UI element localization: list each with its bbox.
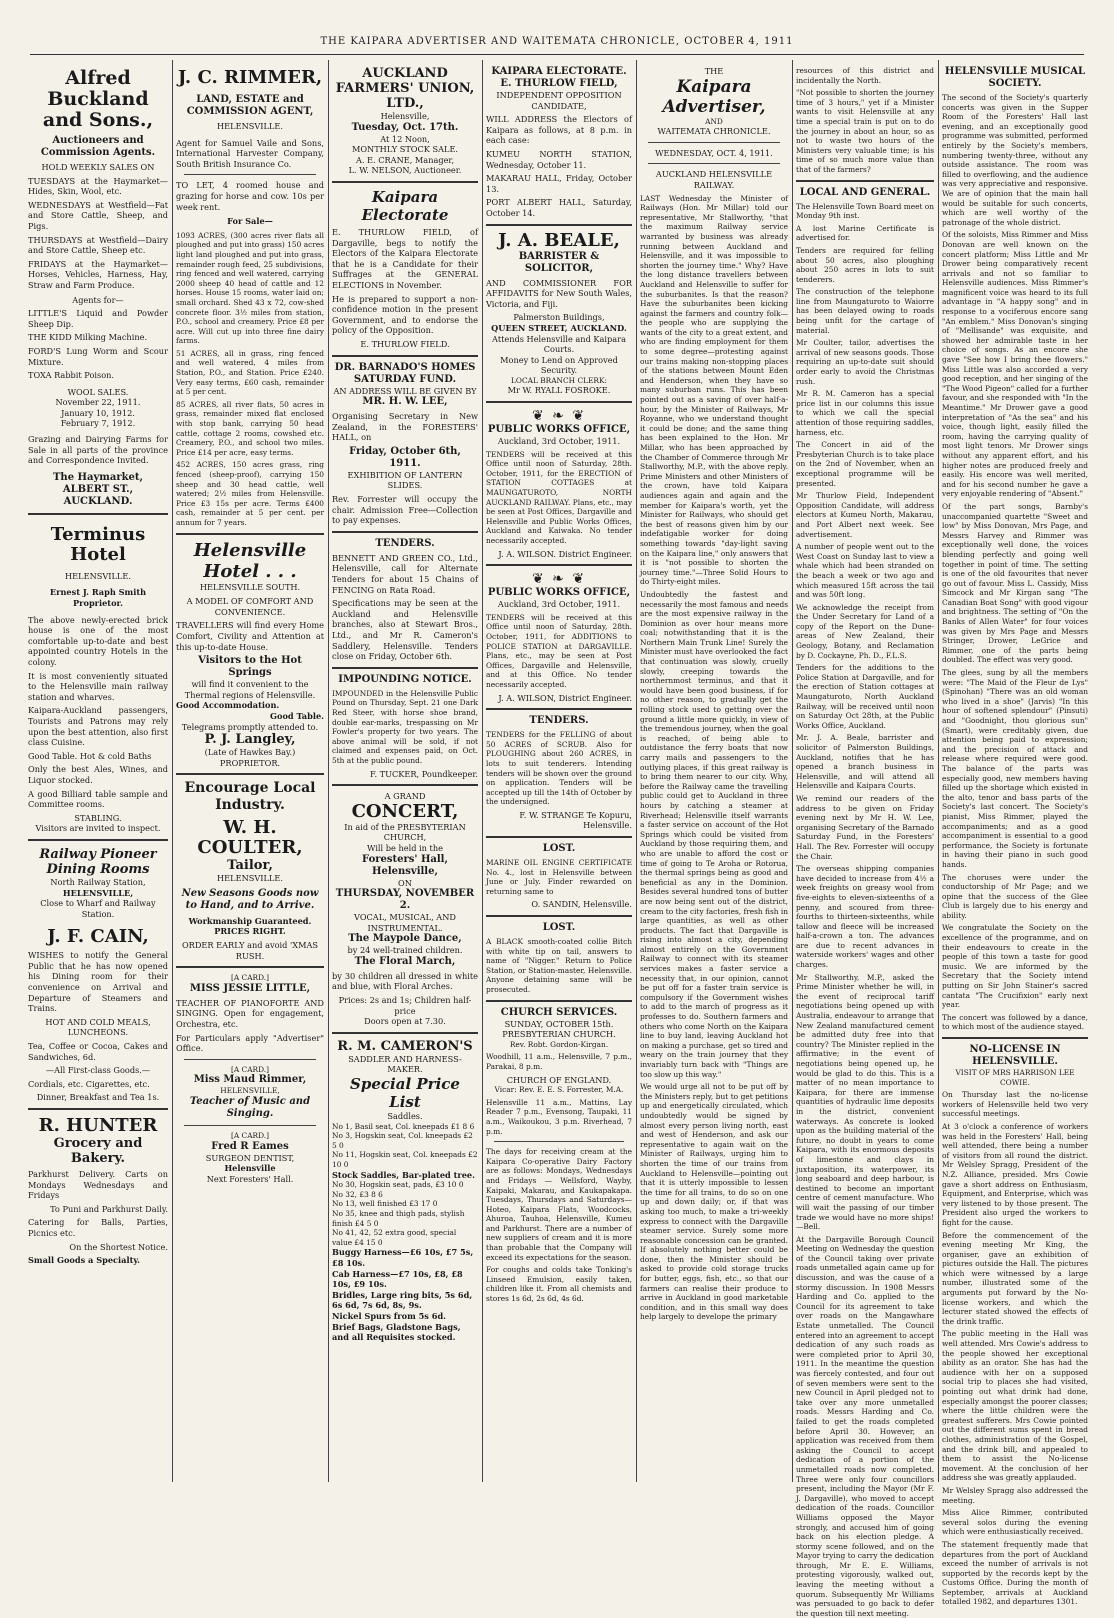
price-item: Bridles, Large ring bits, 5s 6d, 6s 6d, 7s 6d, 8s, 9s. (332, 1289, 473, 1311)
electorate-sign: E. THURLOW FIELD. (360, 338, 450, 349)
no-license-text: Before the commencement of the evening meeting Mr King, the organiser, gave an exhibition of pictures outside the Hall. The pictures which were witnessed by a large number, illustrated some of the arguments put forward by the No-license workers, and which the lecturer stated showed the effects of the drink traffic. (942, 1230, 1088, 1326)
grazing-notice: Grazing and Dairying Farms for Sale in all parts of the province and Correspondence Invited. (28, 434, 168, 466)
card-label: [A CARD.] (230, 1131, 270, 1140)
no-license-text: At 3 o'clock a conference of workers was held in the Foresters' Hall, being well attended, there being a number of visitors from all round the district. Mr Welsley Spragg, President of the N.Z. Alliance, presided. Mrs Cowie gave a short address on Enthusiasm, Equipment, and Enterprise, which was very listened to by those present. The President also urged the workers to fight for the cause. (942, 1121, 1088, 1227)
tenders-text: Specifications may be seen at the Auckland and Helensville branches, also at Stewart Bros., Ltd., and Mr R. Cameron's Saddlery, Helensville. Tenders close on Friday, October 6th. (332, 598, 478, 662)
buckland-wednesday: WEDNESDAYS at Westfield—Fat and Store Cattle, Sheep, and Pigs. (28, 199, 168, 231)
barnardo-text: Organising Secretary in New Zealand, in the FORESTERS' HALL, on (332, 411, 478, 443)
column-4 (486, 60, 632, 1482)
hotel-model: A MODEL OF COMFORT AND CONVENIENCE. (186, 596, 314, 617)
maud-title: Miss Maud Rimmer, (193, 1074, 307, 1086)
railway-close: Close to Wharf and Railway Station. (40, 898, 156, 919)
agent-item: TOXA Rabbit Poison. (28, 370, 115, 381)
lost2-title: LOST. (542, 922, 576, 934)
little-text: TEACHER OF PIANOFORTE AND SINGING. Open for engagement, Orchestra, etc. (176, 997, 324, 1030)
news-item: A number of people went out to the West Coast on Sunday last to view a whale which had been stranded on the beach a week or two ago and which measured 15ft across the tail and was 50ft long. (796, 542, 934, 600)
masthead-and: AND (705, 116, 723, 126)
afu-crane: A. E. CRANE, Manager, (355, 154, 455, 165)
afu-date: Tuesday, Oct. 17th. (351, 121, 459, 133)
editorial-text: LAST Wednesday the Minister of Railways (Hon. Mr Millar) told our representative, Mr Stallworthy, "that the maximum Railway service warranted by business was already running between Auckland and Helensville, and it was impossible to shorten the journey time." Why? Have the long distance travellers between Auckland and Helensville to suffer for the suburbanites. Is that the reason? Have the suburbanites been kicking against the farmers and country folk—the people who are supplying the wants of the city to a great extent, and who are finding employment for them to some degree—protesting against our trains making non-stopping places of the stations between Mount Eden and Henderson, when they have so many suburban runs. This has been pointed out as a saving of over half-a-hour, by the Minister of Railways, Mr Royanne, who we understand thought it could be done; and the same thing has been explained to the Hon. Mr Millar, who has been approached by the Chamber of Commerce through Mr Stallworthy, M.P., with the above reply. Prime Ministers and other Ministers of the crown, have told Kaipara audiences again and again and the member for Kaipara's worth, yet the Minister for Railways, who should get the best of reasons given him by our indefatigable worker for doing something towards "day-light saving on the Kaipara line," only answers that it is "not possible to shorten the journey time."—Three Solid Hours to do Thirty-eight miles. (640, 193, 788, 587)
sale-item: 85 ACRES, all river flats, 50 acres in grass, remainder mixed flat enclosed with stop bank, carrying 50 head cattle, cottage 2 rooms, cowshed etc. Creamery, P.O., and school two miles. Price £14 per acre, easy terms. (176, 399, 324, 457)
coat-of-arms-icon: ❦ ❧ ❦ (531, 408, 587, 425)
railway-place: HELENSVILLE, (62, 887, 134, 898)
maud-teacher: Teacher of Music and Singing. (189, 1096, 311, 1119)
electorate-text: E. THURLOW FIELD, of Dargaville, begs to notify the Electors of the Kaipara Electorate that he is a Candidate for their Suffrages at the GENERAL ELECTIONS in November. (332, 226, 478, 290)
editorial-text: We would urge all not to be put off by the Ministers reply, but to get petitions up and energetically circulated, which undoubtedly would be signed by almost every person living north, east and west of Henderson, and ask our representative to again wait on the Minister of Railways, urging him to shorten the time of our trains from Auckland to Helensville—pointing out that it is utterly impossible to lessen the time for all trains, to do so on one up and down daily; or, if that was asking too much, to make a tri-weekly express to connect with the Dargaville steamer service. Surely some more reasonable concession can be granted. If absolutely nothing better could be done, then the Minister should be asked to provide cold storage trucks for butter, eggs, fish, etc., so that our farmers can realise their produce to arrive in Auckland in good marketable condition, and in this small way does help largely to develope the primary (640, 1082, 788, 1322)
saddles-heading: Saddles. (387, 1111, 423, 1122)
ke2-meeting: KUMEU NORTH STATION, Wednesday, October 11. (486, 148, 632, 170)
maud-place: HELENSVILLE, (220, 1086, 280, 1096)
price-item: No 35, knee and thigh pads, stylish finish £4 5 0 (332, 1208, 465, 1228)
masthead-chronicle: WAITEMATA CHRONICLE. (657, 126, 771, 137)
langley-prop: PROPRIETOR. (219, 757, 281, 768)
beale-text: Attends Helensville and Kaipara Courts. (492, 333, 626, 355)
rimmer-place: HELENSVILLE. (217, 121, 283, 131)
society-text: We congratulate the Society on the excellence of the programme, and on their endeavours to create in the people of this town a taste for good music. We are informed by the Secretary that the Society intend putting on Sir John Stainer's sacred cantata "The Crucifixion" early next year. (942, 923, 1088, 1010)
editorial-text: Undoubtedly the fastest and necessarily the most famous and needs are the most expensive railway in the Dominion as over hour means more coal; notwithstanding that it is the Northern Main Trunk Line! Surely the Minister must have overlooked the fact that continuation was slowly, cruelly slowly, creeping towards the northernmost terminus, and that it would have been good business, if for no other reason, to gradually get the rolling stock used to getting over the ground a little more quickly, in view of the tremendous journey, when the goal is reached, of being able to outdistance the ferry boats that now carry mails and passengers to the outlying places, if this great railway is to bring them nearer to our city. Why, before the Railway came the travelling public could get to Auckland in three hours by catching a steamer at Riverhead; Helensville itself warrants a faster service on account of the Hot Springs which could be visited from Auckland by those requiring them, and who are unable to afford the cost or time of going to Te Aroha or Rotorua, the thermal springs being as good and beneficial as any in the Dominion. Besides several hundred tons of butter are now being sent out of the district, cream to the city factories, fresh fish in large quantities, as well as other products. The fact that Dargaville is rising into almost a city, depending almost entirely on the Government Railway to connect with its steamer services makes a faster service a necessity that, in our opinion, cannot be put off for a faster train service is compulsory if the Government wishes to add to the march of progress as it professes to do. Southern farmers and others who come North on the Kaipara line to buy land, leaving Auckland hot on making a purchase, get so tired and weary on the train journey that they invariably turn back with "Things are too slow up this way." (640, 589, 788, 1079)
albert-street: ALBERT ST., AUCKLAND. (62, 483, 134, 507)
ke2-meeting: MAKARAU HALL, Friday, October 13. (486, 173, 632, 194)
tenders-title: TENDERS. (375, 537, 435, 549)
presbyterian-times: Woodhill, 11 a.m., Helensville, 7 p.m., Parakai, 8 p.m. (486, 1052, 632, 1071)
concert-hall: Foresters' Hall, Helensville, (362, 853, 448, 877)
news-item: At the Dargaville Borough Council Meeting on Wednesday the question of the Council taking over private roads unmetalled again came up for discussion, and was the cause of a stormy discussion. In 1908 Messrs Harding and Co. applied to the Council for its agreement to take over roads on the Mangawhare Estate unmetalled. The Council entered into an agreement to accept dedication of any such roads as were completed prior to April 30, 1911. In the meantime the question was fiercely contested, and four out of seven members were sent to the new Council in April pledged not to take over any more unmetalled roads. Messrs Harding and Co. failed to get the roads completed before April 30. However, an application was received from them asking the Council to accept dedication of a portion of the unmetalled roads now completed. Three were only four councillors present, including the Mayor (Mr F. J. Dargaville), who moved to accept dedication of the roads. Councillor Williams opposed the Mayor strongly, and accused him of going back on his election pledge. A stormy scene followed, and on the Mayor trying to carry the dedication through, Mr E. E. Williams, protesting vigorously, walked out, leaving the meeting without a quorum. Subsequently Mr Williams was persuaded to go back to defer the question till next meeting. (796, 1234, 934, 1618)
stock-saddles: Stock Saddles, Bar-plated tree. (332, 1169, 475, 1180)
column-3 (332, 60, 478, 1482)
no-license-subtitle: VISIT OF MRS HARRISON LEE COWIE. (955, 1068, 1075, 1087)
impounding-title: IMPOUNDING NOTICE. (338, 673, 472, 685)
concert-maypole: The Maypole Dance, (348, 933, 462, 945)
cain-tea: Tea, Coffee or Cocoa, Cakes and Sandwiches, 6d. (28, 1041, 168, 1062)
tenders2-sign: F. W. STRANGE Te Kopuru, Helensville. (519, 809, 632, 831)
rimmer-subtitle: LAND, ESTATE and COMMISSION AGENT, (186, 94, 314, 117)
agents-for: Agents for— (72, 294, 124, 305)
concert-held: Will be held in the (367, 842, 443, 853)
pwo1-title: PUBLIC WORKS OFFICE, (487, 424, 631, 436)
pwo1-sign: J. A. WILSON. District Engineer. (498, 548, 632, 559)
eames-next: Next Foresters' Hall. (206, 1173, 294, 1184)
impounding-sign: F. TUCKER, Poundkeeper. (370, 768, 478, 779)
no-license-text: The statement frequently made that departures from the port of Auckland exceed the number of arrivals is not supported by the records kept by the Customs Office. During the month of September, arrivals at Auckland totalled 1982, and departures 1301. (942, 1539, 1088, 1607)
cameron-title: R. M. CAMERON'S (337, 1038, 473, 1054)
pwo2-date: Auckland, 3rd October, 1911. (497, 599, 621, 610)
concert-on: ON (398, 877, 412, 888)
society-text: The second of the Society's quarterly concerts was given in the Supper Room of the Foresters' Hall last evening, and an exceptionally good programme was submitted, performed entirely by the Society's members, numbering twenty-three, without any outside assistance. The room was filled to overflowing, and the audience was very appreciative and responsive. We are of opinion that the main hall would be suitable for such concerts, which are well worthy of the patronage of the whole district. (942, 93, 1088, 227)
hunter-text: On the Shortest Notice. (69, 1241, 168, 1252)
concert-date: THURSDAY, NOVEMBER 2. (335, 888, 475, 912)
column-divider (172, 60, 173, 1482)
terminus-text: It is most conveniently situated to the Helensville main railway station and wharves. (28, 670, 168, 702)
sale-item: 1093 ACRES, (300 acres river flats all ploughed and put into grass) 150 acres light land ploughed and put into grass, remainder rough feed, 25 subdivisions, ring fenced and well watered, carrying 2000 sheep 40 head of cattle and 12 horses. House 15 rooms, water laid on; small orchard. Shed 43 x 72, cow-shed concrete floor. 3½ miles from station, P.O., school and creamery. Price £8 per acre. Will cut up into three fine dairy farms. (176, 230, 324, 346)
hunter-subtitle: Grocery and Bakery. (53, 1136, 143, 1166)
afu-title: AUCKLAND FARMERS' UNION, LTD., (335, 66, 475, 111)
issue-date: WEDNESDAY, OCT. 4, 1911. (655, 147, 773, 158)
eames-surgeon: SURGEON DENTIST, (205, 1152, 295, 1163)
concert-floral-sub: by 30 children all dressed in white and blue, with Floral Arches. (332, 970, 478, 992)
news-item: Mr Coulter, tailor, advertises the arrival of new seasons goods. Those requiring an up-to-date suit should order early to avoid the Christmas rush. (796, 338, 934, 386)
presbyterian-rev: Rev. Robt. Gordon-Kirgan. (509, 1039, 609, 1049)
concert-prices: Prices: 2s and 1s; Children half-price (338, 995, 472, 1016)
terminus-text: A good Billiard table sample and Committee rooms. (28, 788, 168, 810)
cain-goods: —All First-class Goods.— (45, 1065, 151, 1076)
church-title: CHURCH SERVICES. (500, 1006, 618, 1018)
terminus-place: HELENSVILLE. (65, 570, 131, 581)
hotel-springs-sub: will find it convenient to the Thermal regions of Helensville. (184, 679, 316, 700)
hunter-text: Parkhurst Delivery. Carts on Mondays Wednesdays and Fridays (28, 1169, 168, 1201)
pwo2-sign: J. A. WILSON, District Engineer. (498, 692, 632, 703)
price-item: Brief Bags, Gladstone Bags, and all Requisites stocked. (332, 1321, 461, 1343)
masthead-the: THE (704, 66, 724, 76)
agent-item: FORD'S Lung Worm and Scour Mixture. (28, 345, 168, 367)
barnardo-text: EXHIBITION OF LANTERN SLIDES. (347, 469, 463, 491)
hotel-telegrams: Telegrams promptly attended to. (181, 721, 319, 732)
beale-subtitle: BARRISTER & SOLICITOR, (518, 250, 600, 274)
hunter-title: R. HUNTER (38, 1115, 158, 1136)
kaipara-electorate-title: Kaipara Electorate (361, 187, 449, 224)
tenders2-text: TENDERS for the FELLING of about 50 ACRES of SCRUB. Also for PLOUGHING about 260 ACRES, in lots to suit tenderers. Intending tenders will be shown over the ground on application. Tenders will be accepted up till the 14th of October by the undersigned. (486, 730, 632, 807)
price-item: No 41, 42, 52 extra good, special value £4 15 0 (332, 1228, 457, 1247)
impounding-text: IMPOUNDED in the Helensville Public Pound on Thursday, Sept. 21 one Dark Red Steer, with horse shoe brand, double ear-marks, trespassing on Mr Fowler's property for two years. The above animal will be sold, if not claimed and expenses paid, on Oct. 5th at the public pound. (332, 688, 478, 765)
terminus-hotel-title: Terminus Hotel (50, 523, 146, 565)
cain-meals: HOT AND COLD MEALS, LUNCHEONS. (45, 1016, 151, 1038)
local-general-title: LOCAL AND GENERAL. (799, 186, 931, 198)
dairy-notice: The days for receiving cream at the Kaipara Co-operative Dairy Factory are as follows: Mondays, Wednesdays and Fridays — Wellsford, Wayby, Kaipaki, Makarau, and Kaukapakapa. Tuesdays, Thursdays and Saturdays—Hoteo, Kaipara Flats, Woodcocks, Ahuroa, Tauhoa, Helensville, Kumeu and Parkhurst. There are a number of new suppliers of cream and it is more than probable that the Company will exceed its expectations for the season. (486, 1147, 632, 1262)
ke2-sub: INDEPENDENT OPPOSITION CANDIDATE, (496, 90, 622, 111)
ke2-text: WILL ADDRESS the Electors of Kaipara as follows, at 8 p.m. in each case: (486, 114, 632, 146)
column-divider (636, 60, 637, 1482)
terminus-text: Good Table. Hot & cold Baths (28, 750, 152, 761)
tenders2-title: TENDERS. (529, 715, 589, 727)
news-item: Tenders for the additions to the Police Station at Dargaville, and for the erection of Station cottages at Maungaturoto, North Auckland Railway, will be received until noon on Saturday Oct 28th, at the Public Works Office, Auckland. (796, 663, 934, 730)
price-item: No 32, £3 8 6 (332, 1189, 383, 1199)
beale-text: Money to Lend on Approved Security. (500, 354, 618, 376)
coulter-tailor: Tailor, (227, 858, 273, 874)
cain-dinner: Dinner, Breakfast and Tea 1s. (36, 1092, 160, 1103)
hunter-text: To Puni and Parkhurst Daily. (50, 1203, 168, 1214)
cain-title: J. F. CAIN, (47, 926, 149, 948)
hotel-springs: Visitors to the Hot Springs (198, 655, 302, 679)
concert-grand: A GRAND (384, 791, 426, 802)
no-license-text: The public meeting in the Hall was well attended. Mrs Cowie's address to the people showed her exceptional ability as an orator. She has had the audience with her on a supposed social trip to places she had visited, pointing out what drink had done, especially amongst the poorer classes; where the little children were the greatest sufferers. Mrs Cowie pointed out the different sums spent in bread clothes, administration of the Gospel, and the drink bill, and appealed to them to assist the No-license movement. At the conclusion of her address she was greatly applauded. (942, 1329, 1088, 1483)
pwo1-date: Auckland, 3rd October, 1911. (497, 436, 621, 447)
society-text: The concert was followed by a dance, to which most of the audience stayed. (942, 1012, 1088, 1032)
haymarket: The Haymarket, (52, 471, 143, 483)
hunter-text: Small Goods a Specialty. (28, 1255, 141, 1266)
ke2-meeting: PORT ALBERT HALL, Saturday, October 14. (486, 197, 632, 218)
hotel-table: Good Table. (270, 710, 324, 721)
news-item: Mr. J. A. Beale, barrister and solicitor of Palmerston Buildings, Auckland, notifies that he has opened a branch business in Helensville, and will attend all Helensville and Kaipara Courts. (796, 733, 934, 791)
society-text: The glees, sung by all the members were: "The Maid of the Fleur de Lys" (Spinohan) "There was an old woman who lived in a shoe" (Jarvis) "In this hour of softened splendour" (Pinsuti) and "Goodnight, thou glorious sun" (Smart), were creditably given, due attention being paid to expression; and the precision of attack and release where required were good. The balance of the parts was especially good, new members having filled up the shortage which existed in the alto, tenor and bass parts of the Society's last concert. The Society's pianist, Miss Rimmer, played the accompaniments; and as a good accompaniment is essential to a good performance, the Society is fortunate in having their piano in such good hands. (942, 668, 1088, 869)
news-item: The overseas shipping companies have decided to increase from 4½ a week freights on greasy wool from five-eights to eleven-sixteenths of a penny, and scoured from three-fourths to thirteen-sixteenths, while tallow and fleece will be increased half-a-crown a ton. The advances are due to recent advances in waterside workers' wages and other charges. (796, 864, 934, 970)
news-item: Mr Stallworthy, M.P., asked the Prime Minister whether he will, in the event of reciprocal tariff negotiations being opened up with Australia, endeavour to arrange that New Zealand manufactured cement be admitted duty free into that country? The Minister replied in the affirmative; in the event of negotiations being opened up, he would be glad to do this. This is a matter of no mean importance to Kaipara, for there are immense quantities of hydraulic lime deposits in the district, convenient waterways. As concrete is looked upon as the building material of the future, no doubt in years to come Kaipara, with its enormous deposits of limestone and clays in juxtaposition, its waterpower, its long seaboard and deep harbour, is destined to become an important centre of cement manufacture. Who will wait the passing of our timber trade we would have no more ships!—Bell. (796, 972, 934, 1232)
sale-item: 51 ACRES, all in grass, ring fenced and well watered, 4 miles from Station, P.O., and Station. Price £240. Very easy terms, £60 cash, remainder at 5 per cent. (176, 348, 324, 397)
langley-name: P. J. Langley, (204, 732, 296, 748)
coat-of-arms-icon: ❦ ❧ ❦ (531, 571, 587, 588)
buckland-friday: FRIDAYS at the Haymarket—Horses, Vehicles, Harness, Hay, Straw and Farm Produce. (28, 258, 168, 290)
news-item: The construction of the telephone line from Maungaturoto to Waiorre has been delayed owing to roads being unfit for the cartage of material. (796, 287, 934, 335)
hotel-place: HELENSVILLE SOUTH. (199, 581, 301, 592)
rimmer-agent: Agent for Samuel Vaile and Sons, International Harvester Company, South British Insurance Co. (176, 137, 324, 169)
beale-text: AND COMMISSIONER FOR AFFIDAVITS for New South Wales, Victoria, and Fiji. (486, 277, 632, 309)
hunter-text: Catering for Balls, Parties, Picnics etc. (28, 1217, 168, 1238)
lost1-title: LOST. (542, 843, 576, 855)
terminus-text: Kaipara-Auckland passengers, Tourists and Patrons may rely upon the best attention, also first class Cuisine. (28, 705, 168, 748)
eames-title: Fred R Eames (211, 1140, 289, 1152)
lost2-text: A BLACK smooth-coated collie Bitch with white tip on tail, answers to name of "Nigger." Return to Police Station, or Station-master, Helensville. Anyone detaining same will be prosecuted. (486, 937, 632, 994)
beale-text: Mr W. RYALL FOSROKE. (507, 385, 611, 396)
concert-floral: The Floral March, (354, 955, 456, 967)
coulter-workmanship: Workmanship Guaranteed. PRICES RIGHT. (188, 915, 312, 937)
ke2-title: KAIPARA ELECTORATE. (491, 66, 627, 77)
little-text: For Particulars apply "Advertiser" Office. (176, 1032, 324, 1054)
no-license-title: NO-LICENSE IN HELENSVILLE. (969, 1044, 1061, 1067)
pwo2-title: PUBLIC WORKS OFFICE, (487, 587, 631, 599)
news-item: The Concert in aid of the Presbyterian Church is to take place on the 2nd of November, when an exceptional programme will be presented. (796, 440, 934, 488)
pwo1-text: TENDERS will be received at this Office until noon of Saturday, 28th. October, 1911, for the ERECTION of STATION COTTAGES at MAUNGATUROTO, NORTH AUCKLAND RAILWAY. Plans, etc., may be seen at Post Offices, Dargaville and Helensville and Public Works Offices, Auckland and Kaiwaka. No tender necessarily accepted. (486, 449, 632, 545)
society-text: Of the soloists, Miss Rimmer and Miss Donovan are well known on the concert platform; Miss Little and Mr Drower being comparatively recent arrivals and not so familiar to Helensville audiences. Miss Rimmer's magnificent voice was heard to its full advantage in "A happy song" and in response to a vociferous encore sang "An emblem." Miss Donovan's singing of "Mellisande" was exquisite, and showed her admirable taste in her choice of songs. As an encore she gave "See how I bring thee flowers." Miss Little was also accorded a very good reception, and her singing of the "The Wood Pigeon" called for a further favour, and she responded with "In the Meantime." Mr Drower gave a good interpretation of "As the sea" and his voice, though light, easily filled the room, having the carrying quality of most light tenors. Mr Drower sings without any apparent effort, and his higher notes are produced freely and easily. His encore was well merited, and for his second number he gave a very enjoyable rendering of "Absent." (942, 230, 1088, 499)
beale-text: LOCAL BRANCH CLERK: (511, 375, 607, 385)
news-item: A lost Marine Certificate is advertised for. (796, 223, 934, 243)
news-item: Mr R. M. Cameron has a special price list in our columns this issue to which we call the special attention of those requiring saddles, harness, etc. (796, 389, 934, 437)
agent-item: LITTLE'S Liquid and Powder Sheep Dip. (28, 308, 168, 329)
wool-date: February 7, 1912. (60, 418, 136, 429)
column-7 (942, 60, 1088, 1607)
terminus-proprietor: Ernest J. Raph Smith Proprietor. (49, 587, 147, 609)
beale-text: Palmerston Buildings, (513, 312, 605, 323)
coe-title: CHURCH OF ENGLAND. (506, 1074, 612, 1085)
cameron-subtitle: SADDLER AND HARNESS-MAKER. (348, 1053, 462, 1075)
barnardo-text: AN ADDRESS WILL BE GIVEN BY (333, 385, 477, 396)
coulter-goods: New Seasons Goods now to Hand, and to Arrive. (181, 887, 319, 911)
column-1 (28, 60, 168, 1482)
hotel-accommodation: Good Accommodation. (176, 700, 280, 711)
editorial-text: resources of this district and incidentally the North. (796, 66, 934, 85)
tonking-notice: For coughs and colds take Tonking's Linseed Emulsion, easily taken, children like it. From all chemists and stores 1s 6d, 2s 6d, 4s 6d. (486, 1265, 632, 1304)
society-text: The choruses were under the conductorship of Mr Page; and we opine that the success of the Glee Club is largely due to his energy and ability. (942, 872, 1088, 920)
hotel-text: TRAVELLERS will find every Home Comfort, Civility and Attention at this up-to-date House. (176, 620, 324, 652)
no-license-text: Mr Welsley Spragg also addressed the meeting. (942, 1485, 1088, 1505)
barnardo-text: Rev. Forrester will occupy the chair. Admission Free—Collection to pay expenses. (332, 494, 478, 526)
buckland-weekly: HOLD WEEKLY SALES ON (41, 162, 155, 172)
pwo2-text: TENDERS will be received at this Office until noon of Saturday, 28th. October, 1911, for ADDITIONS to POLICE STATION at DARGAVILLE. Plans, etc., may be seen at Post Offices, Dargaville and Helensville, and at this Office. No tender necessarily accepted. (486, 612, 632, 689)
price-item: No 11, Hogskin seat, Col. kneepads £2 10 0 (332, 1150, 478, 1169)
price-item: No 3, Hogskin seat, Col. kneepads £2 5 0 (332, 1131, 473, 1150)
barnardo-title: DR. BARNADO'S HOMES SATURDAY FUND. (334, 361, 476, 385)
afu-stock: MONTHLY STOCK SALE. (351, 144, 459, 155)
musical-society-title: HELENSVILLE MUSICAL SOCIETY. (944, 66, 1086, 89)
eames-place: Helensville (224, 1163, 276, 1174)
concert-maypole-sub: by 24 well-trained children. (347, 945, 463, 956)
agent-item: THE KIDD Milking Machine. (28, 332, 148, 343)
price-item: No 30, Hogskin seat, pads, £3 10 0 (332, 1180, 464, 1190)
rimmer-title: J. C. RIMMER, (177, 67, 323, 88)
concert-aid: In aid of the PRESBYTERIAN CHURCH, (344, 821, 466, 843)
ke2-name: E. THURLOW FIELD, (500, 78, 618, 89)
tenders-text: BENNETT AND GREEN CO., Ltd., Helensville, call for Alternate Tenders for about 15 Chains of FENCING on Rata Road. (332, 552, 478, 595)
coe-rev: Vicar: Rev. E. E. S. Forrester, M.A. (494, 1085, 624, 1095)
electorate-text: He is prepared to support a non-confidence motion in the present Government, and to endorse the policy of the Opposition. (332, 293, 478, 336)
langley-sub: (Late of Hawkes Bay.) (204, 747, 296, 758)
encourage-local-industry: Encourage Local Industry. (184, 780, 316, 814)
buckland-tuesday: TUESDAYS at the Haymarket—Hides, Skin, Wool, etc. (28, 175, 168, 197)
presbyterian-title: PRESBYTERIAN CHURCH. (502, 1029, 616, 1040)
railway-station: North Railway Station, (50, 876, 146, 887)
afu-place: Helensville, (380, 111, 430, 121)
coulter-place: HELENSVILLE. (217, 873, 283, 884)
special-price-list: Special Price List (350, 1075, 460, 1112)
news-item: Mr Thurlow Field, Independent Opposition Candidate, will address electors at Kumeu North, Makarau, and Port Albert next week. See advertisement. (796, 491, 934, 539)
to-let: TO LET, 4 roomed house and grazing for horse and cow. 10s per week rent. (176, 180, 324, 212)
editorial-title: AUCKLAND HELENSVILLE RAILWAY. (655, 169, 773, 190)
column-5 (640, 60, 788, 1482)
price-item: Nickel Spurs from 5s 6d. (332, 1310, 447, 1321)
news-item: Tenders are required for felling about 50 acres, also ploughing about 250 acres in lots to suit tenderers. (796, 245, 934, 284)
price-item: No 1, Basil seat, Col. kneepads £1 8 6 (332, 1121, 475, 1131)
lost1-text: MARINE OIL ENGINE CERTIFICATE No. 4., lost in Helensville between June or July. Finder rewarded on returning same to (486, 858, 632, 896)
news-item: We acknowledge the receipt from the Under Secretary for Land of a copy of the Report on the Dune-areas of New Zealand, their Geology, Botany, and Reclamation by D. Cockayne, Ph. D., F.L.S. (796, 602, 934, 660)
for-sale: For Sale— (227, 216, 273, 227)
buckland-thursday: THURSDAYS at Westfield—Dairy and Store Cattle, Sheep etc. (28, 234, 168, 256)
terminus-text: Only the best Ales, Wines, and Liquor stocked. (28, 764, 168, 785)
beale-text: QUEEN STREET, AUCKLAND. (491, 322, 627, 333)
little-title: MISS JESSIE LITTLE, (189, 982, 311, 994)
afu-nelson: L. W. NELSON, Auctioneer. (348, 165, 462, 176)
coe-times: Helensville 11 a.m., Mattins, Lay Reader 7 p.m., Evensong, Taupaki, 11 a.m., Waikoukou, 3 p.m. Riverhead, 7 p.m. (486, 1097, 632, 1136)
cain-cordials: Cordials, etc. Cigarettes, etc. (28, 1078, 150, 1089)
column-divider (328, 60, 329, 1482)
barnardo-date: Friday, October 6th, 1911. (349, 445, 461, 469)
terminus-stabling: STABLING. (74, 812, 122, 823)
running-header: THE KAIPARA ADVERTISER AND WAITEMATA CHRONICLE, OCTOBER 4, 1911 (320, 36, 794, 47)
buckland-title: Alfred Buckland and Sons., (42, 67, 154, 131)
church-date: SUNDAY, OCTOBER 15th. (504, 1018, 614, 1029)
concert-title: CONCERT, (351, 800, 459, 822)
news-item: We remind our readers of the address to be given on Friday evening next by Mr H. W. Lee, organising Secretary of the Barnado Saturday Fund, in the Foresters' Hall. The Rev. Forrester will occupy the Chair. (796, 793, 934, 861)
cain-text: WISHES to notify the General Public that he has now opened his Dining room for their convenience on Arrival and Departure of Steamers and Trains. (28, 950, 168, 1014)
wool-date: November 22, 1911. (55, 397, 141, 408)
coulter-title: W. H. COULTER, (197, 817, 303, 859)
barnardo-lee: MR. H. W. LEE, (362, 396, 448, 408)
column-divider (938, 60, 939, 1482)
masthead-title: Kaipara Advertiser, (662, 76, 766, 117)
no-license-text: On Thursday last the no-license workers of Helensville held two very successful meetings. (942, 1090, 1088, 1119)
editorial-text: "Not possible to shorten the journey time of 3 hours," yet if a Minister wants to visit Helensville at any time a special train is put on to do the journey in about an hour, so as not to waste two hours of the Ministers very valuable time; is his time of so much more value than that of the farmers? (796, 88, 934, 174)
column-divider (792, 60, 793, 1482)
society-text: Of the part songs, Barnby's unaccompanied quartette "Sweet and low" by Miss Donovan, Mrs Page, and Messrs Harvey and Rimmer was exceptionally well done, the voices blending perfectly and going well together in point of time. The setting is one of the old favourites that never go out of favour. Miss L. Cassidy, Miss Simcock and Mr Kirgan sang "The Canadian Boat Song" with good vigour and brightness. The setting of "On the Banks of Allen Water" for four voices was given by Mrs Page and Messrs Stringer, Drower, LeGrice and Rimmer, one of the parts being doubled. The effect was very good. (942, 501, 1088, 665)
railway-dining-title: Railway Pioneer Dining Rooms (39, 846, 157, 877)
card-label: [A CARD.] (230, 973, 270, 983)
card-label: [A CARD.] (230, 1064, 270, 1074)
sale-item: 452 ACRES, 150 acres grass, ring fenced (sheep-proof), carrying 150 sheep and 30 head cattle, well watered; 2½ miles from Helensville. Price £3 15s per acre. Terms £400 cash, remainder at 5 per cent. per annum for 7 years. (176, 460, 324, 527)
column-6 (796, 60, 934, 1618)
afu-noon: At 12 Noon, (380, 133, 430, 144)
price-item: Buggy Harness—£6 10s, £7 5s, £8 10s. (332, 1247, 474, 1268)
price-item: No 13, well finished £3 17 0 (332, 1199, 438, 1209)
wool-sales-title: WOOL SALES. (67, 386, 129, 397)
concert-vocal: VOCAL, MUSICAL, AND INSTRUMENTAL. (354, 912, 456, 933)
column-2 (176, 60, 324, 1482)
news-item: The Helensville Town Board meet on Monday 9th inst. (796, 201, 934, 221)
wool-date: January 10, 1912. (61, 407, 135, 418)
concert-doors: Doors open at 7.30. (364, 1016, 446, 1027)
beale-title: J. A. BEALE, (498, 229, 620, 251)
terminus-text: The above newly-erected brick house is one of the most comfortable up-to-date and best appointed country Hotels in the colony. (28, 614, 168, 667)
header-rule (30, 54, 1084, 55)
terminus-visitors: Visitors are invited to inspect. (35, 823, 161, 834)
no-license-text: Miss Alice Rimmer, contributed several solos during the evening which were enthusiastically received. (942, 1508, 1088, 1537)
lost1-sign: O. SANDIN, Helensville. (531, 899, 632, 910)
helensville-hotel-title: Helensville Hotel . . . (193, 539, 307, 582)
price-item: Cab Harness—£7 10s, £8, £8 10s, £9 10s. (332, 1268, 463, 1290)
column-divider (482, 60, 483, 1482)
buckland-subtitle: Auctioneers and Commission Agents. (40, 135, 156, 158)
coulter-order: ORDER EARLY and avoid 'XMAS RUSH. (181, 940, 319, 961)
